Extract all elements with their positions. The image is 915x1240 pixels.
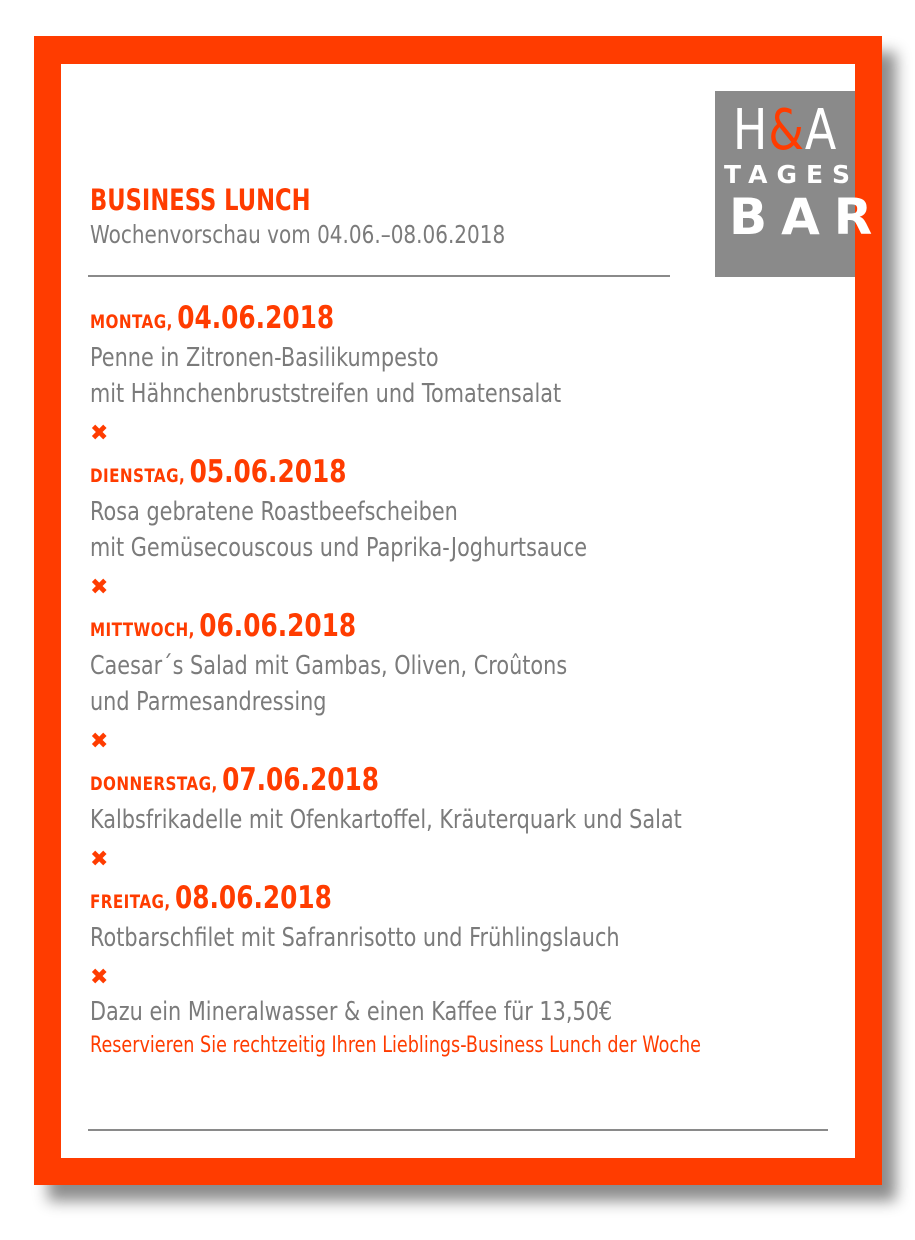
day-heading — [90, 450, 698, 494]
day-name: DONNERSTAG, — [90, 773, 218, 795]
day-date: 07.06.2018 — [222, 762, 379, 798]
day-heading — [90, 758, 698, 802]
day-name: FREITAG, — [90, 891, 171, 913]
header — [90, 182, 670, 252]
menu-card-inner — [61, 64, 887, 1158]
separator-x-icon: ✖ — [90, 575, 109, 600]
page-subtitle: Wochenvorschau vom 04.06.–08.06.2018 — [90, 220, 506, 249]
dish-line: Caesar´s Salad mit Gambas, Oliven, Croûtons — [90, 651, 568, 681]
logo-ha: H&A — [732, 98, 838, 163]
day-entry-thursday — [90, 758, 850, 838]
day-entry-friday — [90, 876, 850, 956]
page-title: BUSINESS LUNCH — [90, 183, 311, 217]
dish-line: Rosa gebratene Roastbeefscheiben — [90, 497, 458, 527]
divider-top — [88, 275, 670, 277]
dish-line: Kalbsfrikadelle mit Ofenkartoffel, Kräuterquark und Salat — [90, 805, 682, 835]
logo-tages: TAGES — [724, 160, 860, 189]
dish-line: mit Hähnchenbruststreifen und Tomatensalat — [90, 379, 562, 409]
day-name: MONTAG, — [90, 311, 173, 333]
logo-bar: BAR — [729, 188, 887, 246]
day-entry-tuesday — [90, 450, 850, 566]
dish-line: Rotbarschfilet mit Safranrisotto und Frühlingslauch — [90, 923, 620, 953]
separator-x-icon: ✖ — [90, 421, 109, 446]
day-name: DIENSTAG, — [90, 465, 186, 487]
days-list — [90, 296, 850, 1062]
menu-card — [34, 36, 887, 1185]
dish-line: Penne in Zitronen-Basilikumpesto — [90, 343, 439, 373]
divider-bottom — [88, 1129, 828, 1131]
day-date: 06.06.2018 — [199, 608, 357, 644]
day-heading — [90, 296, 698, 340]
day-date: 04.06.2018 — [177, 300, 335, 336]
day-entry-monday — [90, 296, 850, 412]
separator-x-icon: ✖ — [90, 729, 109, 754]
separator-x-icon: ✖ — [90, 847, 109, 872]
day-date: 08.06.2018 — [175, 880, 332, 916]
dish-line: mit Gemüsecouscous und Paprika-Joghurtsauce — [90, 533, 588, 563]
price-line: Dazu ein Mineralwasser & einen Kaffee für 13,50€ — [90, 997, 613, 1027]
day-date: 05.06.2018 — [189, 454, 347, 490]
day-heading — [90, 876, 698, 920]
reservation-note: Reservieren Sie rechtzeitig Ihren Lieblings-Business Lunch der Woche — [90, 1033, 701, 1058]
day-heading — [90, 604, 698, 648]
logo — [715, 91, 887, 277]
dish-line: und Parmesandressing — [90, 687, 327, 717]
separator-x-icon: ✖ — [90, 965, 109, 990]
day-entry-wednesday — [90, 604, 850, 720]
day-name: MITTWOCH, — [90, 619, 195, 641]
